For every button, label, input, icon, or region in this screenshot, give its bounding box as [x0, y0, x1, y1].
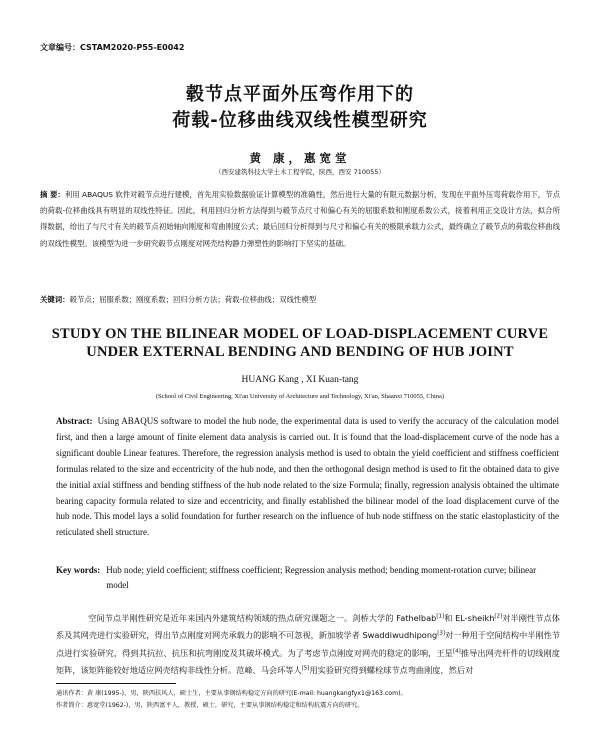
citation-ref: [3] [437, 630, 446, 637]
en-keywords-label: Key words: [56, 565, 101, 575]
cn-title-line2: 荷载-位移曲线双线性模型研究 [172, 110, 428, 131]
cn-keywords [40, 294, 560, 305]
body-text-segment: 用实验研究得到螺栓球节点弯曲刚度，然后对 [309, 665, 474, 676]
body-text-segment: 对半刚性节点体系及其网壳进行实验研究，得出节点刚度对网壳承载力的影响不可忽视，新加坡学者 Swaddiwudhipong [56, 613, 560, 641]
footnote-divider [56, 683, 176, 684]
cn-abstract-label: 摘 要： [40, 190, 65, 199]
en-affiliation: (School of Civil Engineering, Xi'an University of Architecture and Technology, Xi'an, Shaanxi 710055, China) [155, 393, 445, 400]
cn-abstract-text: 利用 ABAQUS 软件对毂节点进行建模，首先用实验数据验证计算模型的准确性，然后进行大量的有限元数据分析，发现在平面外压弯荷载作用下，节点的荷载-位移曲线具有明显的双线性特征。因此，利用回归分析方法得到与毂节点尺寸和偏心有关的屈服系数和刚度系数公式，接着利用正交设计方法，拟合所得数据，给出了与尺寸有关的毂节点初始轴向刚度和弯曲刚度公式；最后回归分析得到与尺寸和偏心有关的极限承载力公式，最终确立了毂节点的荷载位移曲线的双线性模型。该模型为进一步研究毂节点刚度对网壳结构静力弹塑性的影响打下坚实的基础。 [40, 190, 560, 248]
en-title-line2: UNDER EXTERNAL BENDING AND BENDING OF HUB JOINT [86, 344, 514, 360]
en-abstract-text: Using ABAQUS software to model the hub node, the experimental data is used to verify the accuracy of the calculation model first, and then a large amount of finite element data analysis is carried out. It is found that the load-displacement curve of the node has a significant double Linear features. Therefore, the regression analysis method is used to obtain the yield coefficient and stiffness coefficient formulas related to the size and eccentricity of the hub node, and then the orthogonal design method is used to fit the obtained data to give the initial axial stiffness and bending stiffness of the hub node related to the size Formula; finally, regression analysis obtained the ultimate bearing capacity formula related to size and eccentricity, and finally established the bilinear model of the load displacement curve of the hub node. This model lays a solid foundation for further research on the influence of hub node stiffness on the static elastoplasticity of the reticulated shell structure. [56, 416, 559, 538]
en-abstract-label: Abstract: [56, 416, 93, 426]
cn-abstract [40, 187, 560, 252]
body-paragraph [56, 610, 560, 680]
citation-ref: [1] [436, 613, 445, 620]
citation-ref: [2] [494, 613, 503, 620]
en-authors: HUANG Kang , XI Kuan-tang [241, 375, 359, 385]
en-keywords-text: Hub node; yield coefficient; stiffness coefficient; Regression analysis method; bending moment-rotation curve; bilinear model [106, 565, 537, 590]
cn-title-line1: 毂节点平面外压弯作用下的 [186, 84, 414, 105]
cn-keywords-text: 毂节点；屈服系数；刚度系数；回归分析方法；荷载-位移曲线；双线性模型 [69, 295, 317, 304]
en-keywords [56, 563, 559, 593]
footnote-corresponding-author: 通讯作者：黄 康(1995-)，男，陕西扶风人，硕士生，主要从事钢结构稳定方向的研究(E-mail: huangkangfyx1@163.com)。 [56, 690, 407, 697]
citation-ref: [4] [452, 648, 461, 655]
body-text-segment: 和 EL-sheikh [444, 613, 495, 623]
en-title-line1: STUDY ON THE BILINEAR MODEL OF LOAD-DISPLACEMENT CURVE [51, 326, 549, 342]
cn-authors: 黄 康，惠宽堂 [249, 151, 351, 165]
body-text-segment: 空间节点半刚性研究是近年来国内外建筑结构领域的热点研究课题之一。剑桥大学的 Fathelbab [88, 613, 437, 623]
cn-affiliation: （西安建筑科技大学土木工程学院，陕西，西安 710055） [215, 168, 385, 176]
body-text-segment: 推导出网壳杆件的切线刚度矩阵，该矩阵能较好地适应网壳结构非线性分析。范峰、马会环等人 [56, 647, 560, 676]
body-text-segment: 对一种用于空间结构中半刚性节点进行实验研究，得到其抗拉、抗压和抗弯刚度及其破坏模式。为了考虑节点刚度对网壳的稳定的影响，王星 [56, 630, 560, 658]
citation-ref: [5] [301, 665, 310, 672]
cn-keywords-label: 关键词： [40, 295, 70, 304]
en-abstract [56, 414, 559, 541]
footnote-author-bio: 作者简介：惠宽堂(1962-)，男，陕西富平人，教授，硕士，研究，主要从事钢结构稳定和结构抗震方向的研究。 [56, 702, 364, 709]
article-number: 文章编号：CSTAM2020-P55-E0042 [40, 43, 185, 52]
